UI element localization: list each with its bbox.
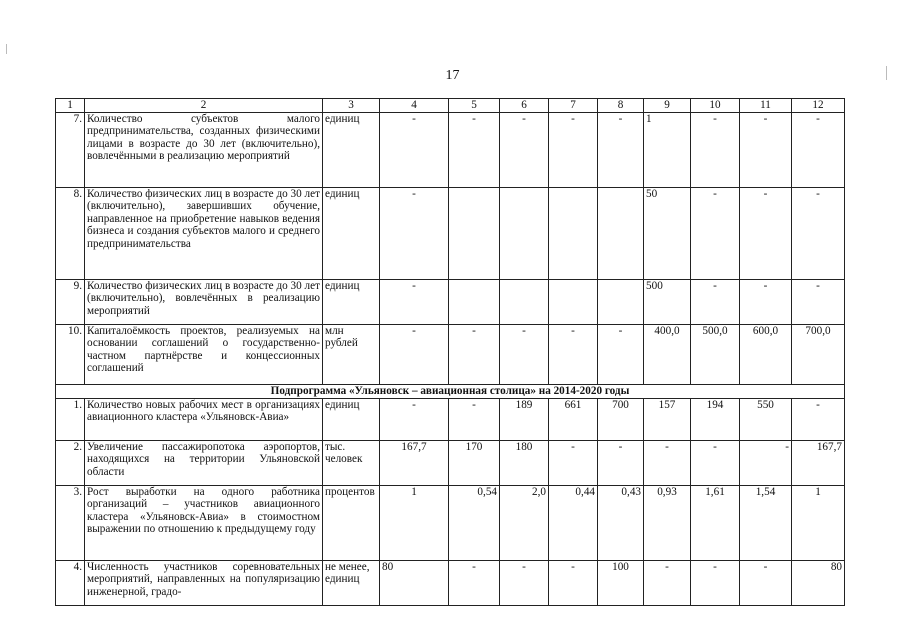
value-cell: 1,61 xyxy=(691,486,740,561)
value-cell: - xyxy=(380,280,449,325)
value-cell: 1 xyxy=(792,486,845,561)
header-cell: 3 xyxy=(323,99,380,113)
value-cell: - xyxy=(380,188,449,280)
value-cell: - xyxy=(449,561,500,606)
value-cell: - xyxy=(644,441,691,486)
row-number: 2. xyxy=(56,441,85,486)
indicator-name: Количество физических лиц в возрасте до 30 лет (включительно), вовлечённых в реализацию мероприятий xyxy=(85,280,323,325)
value-cell: 600,0 xyxy=(740,325,792,385)
value-cell xyxy=(500,188,549,280)
unit: тыс. человек xyxy=(323,441,380,486)
value-cell: - xyxy=(549,325,598,385)
unit: единиц xyxy=(323,188,380,280)
value-cell: 157 xyxy=(644,399,691,441)
value-cell xyxy=(598,280,644,325)
header-cell: 10 xyxy=(691,99,740,113)
value-cell xyxy=(449,188,500,280)
row-number: 7. xyxy=(56,113,85,188)
value-cell: 661 xyxy=(549,399,598,441)
value-cell: 700,0 xyxy=(792,325,845,385)
table-row xyxy=(56,113,845,188)
row-number: 1. xyxy=(56,399,85,441)
value-cell: 550 xyxy=(740,399,792,441)
table-row xyxy=(56,561,845,606)
value-cell: - xyxy=(691,441,740,486)
header-cell: 6 xyxy=(500,99,549,113)
indicator-name: Рост выработки на одного работника организаций – участников авиационного кластера «Ульяновск-Авиа» в стоимостном выражении по отношению к предыдущему году xyxy=(85,486,323,561)
value-cell: - xyxy=(691,280,740,325)
value-cell: - xyxy=(549,561,598,606)
table-row xyxy=(56,280,845,325)
value-cell: - xyxy=(549,441,598,486)
value-cell: 80 xyxy=(380,561,449,606)
header-cell: 12 xyxy=(792,99,845,113)
header-cell: 1 xyxy=(56,99,85,113)
value-cell xyxy=(449,280,500,325)
header-cell: 7 xyxy=(549,99,598,113)
value-cell: - xyxy=(792,280,845,325)
value-cell: 50 xyxy=(644,188,691,280)
value-cell: 500 xyxy=(644,280,691,325)
header-cell: 11 xyxy=(740,99,792,113)
row-number: 10. xyxy=(56,325,85,385)
value-cell: - xyxy=(792,113,845,188)
value-cell: - xyxy=(598,325,644,385)
row-number: 9. xyxy=(56,280,85,325)
unit: не менее, единиц xyxy=(323,561,380,606)
indicators-table xyxy=(55,98,845,606)
indicator-name: Увеличение пассажиропотока аэропортов, находящихся на территории Ульяновской области xyxy=(85,441,323,486)
table-row xyxy=(56,325,845,385)
value-cell: 100 xyxy=(598,561,644,606)
indicator-name: Количество новых рабочих мест в организациях авиационного кластера «Ульяновск-Авиа» xyxy=(85,399,323,441)
value-cell: - xyxy=(380,399,449,441)
unit: единиц xyxy=(323,113,380,188)
value-cell: 0,43 xyxy=(598,486,644,561)
value-cell: 1 xyxy=(380,486,449,561)
value-cell xyxy=(549,280,598,325)
value-cell: - xyxy=(740,113,792,188)
value-cell: 500,0 xyxy=(691,325,740,385)
value-cell: - xyxy=(691,188,740,280)
value-cell: 0,54 xyxy=(449,486,500,561)
unit: процентов xyxy=(323,486,380,561)
value-cell: - xyxy=(598,441,644,486)
value-cell: 167,7 xyxy=(792,441,845,486)
value-cell: - xyxy=(740,441,792,486)
value-cell: 2,0 xyxy=(500,486,549,561)
header-cell: 2 xyxy=(85,99,323,113)
value-cell: 0,93 xyxy=(644,486,691,561)
value-cell: - xyxy=(380,113,449,188)
row-number: 8. xyxy=(56,188,85,280)
header-cell: 8 xyxy=(598,99,644,113)
page-number: 17 xyxy=(445,68,460,83)
value-cell: - xyxy=(691,561,740,606)
unit: млн рублей xyxy=(323,325,380,385)
table-row xyxy=(56,486,845,561)
indicator-name: Количество физических лиц в возрасте до 30 лет (включительно), завершивших обучение, направленное на приобретение навыков ведения бизнеса и создания субъектов малого и среднего предпринимательства xyxy=(85,188,323,280)
section-title: Подпрограмма «Ульяновск – авиационная столица» на 2014-2020 годы xyxy=(56,385,845,399)
value-cell: 194 xyxy=(691,399,740,441)
table-row xyxy=(56,441,845,486)
value-cell: - xyxy=(691,113,740,188)
indicator-name: Численность участников соревновательных мероприятий, направленных на популяризацию инженерной, градо- xyxy=(85,561,323,606)
value-cell: 80 xyxy=(792,561,845,606)
header-cell: 5 xyxy=(449,99,500,113)
value-cell: - xyxy=(500,561,549,606)
value-cell: - xyxy=(500,113,549,188)
table-row xyxy=(56,188,845,280)
table-row xyxy=(56,399,845,441)
row-number: 3. xyxy=(56,486,85,561)
value-cell: 180 xyxy=(500,441,549,486)
value-cell: - xyxy=(549,113,598,188)
value-cell: - xyxy=(449,399,500,441)
value-cell: 700 xyxy=(598,399,644,441)
indicator-name: Капиталоёмкость проектов, реализуемых на основании соглашений о государственно-частном партнёрстве и концессионных соглашений xyxy=(85,325,323,385)
header-cell: 9 xyxy=(644,99,691,113)
value-cell: 1,54 xyxy=(740,486,792,561)
value-cell: - xyxy=(598,113,644,188)
value-cell: - xyxy=(740,188,792,280)
unit: единиц xyxy=(323,280,380,325)
value-cell: - xyxy=(740,280,792,325)
value-cell: - xyxy=(380,325,449,385)
value-cell xyxy=(598,188,644,280)
value-cell: 170 xyxy=(449,441,500,486)
section-row xyxy=(56,385,845,399)
value-cell: 189 xyxy=(500,399,549,441)
value-cell: - xyxy=(792,188,845,280)
row-number: 4. xyxy=(56,561,85,606)
value-cell: - xyxy=(449,325,500,385)
indicator-name: Количество субъектов малого предпринимательства, созданных физическими лицами в возрасте до 30 лет (включительно), вовлечёнными в реализацию мероприятий xyxy=(85,113,323,188)
value-cell: 400,0 xyxy=(644,325,691,385)
unit: единиц xyxy=(323,399,380,441)
value-cell: - xyxy=(449,113,500,188)
header-row xyxy=(56,99,845,113)
value-cell: 167,7 xyxy=(380,441,449,486)
value-cell xyxy=(500,280,549,325)
value-cell: - xyxy=(740,561,792,606)
value-cell: - xyxy=(792,399,845,441)
value-cell: 1 xyxy=(644,113,691,188)
value-cell: - xyxy=(500,325,549,385)
value-cell: 0,44 xyxy=(549,486,598,561)
scan-mark xyxy=(6,44,7,54)
header-cell: 4 xyxy=(380,99,449,113)
value-cell: - xyxy=(644,561,691,606)
value-cell xyxy=(549,188,598,280)
